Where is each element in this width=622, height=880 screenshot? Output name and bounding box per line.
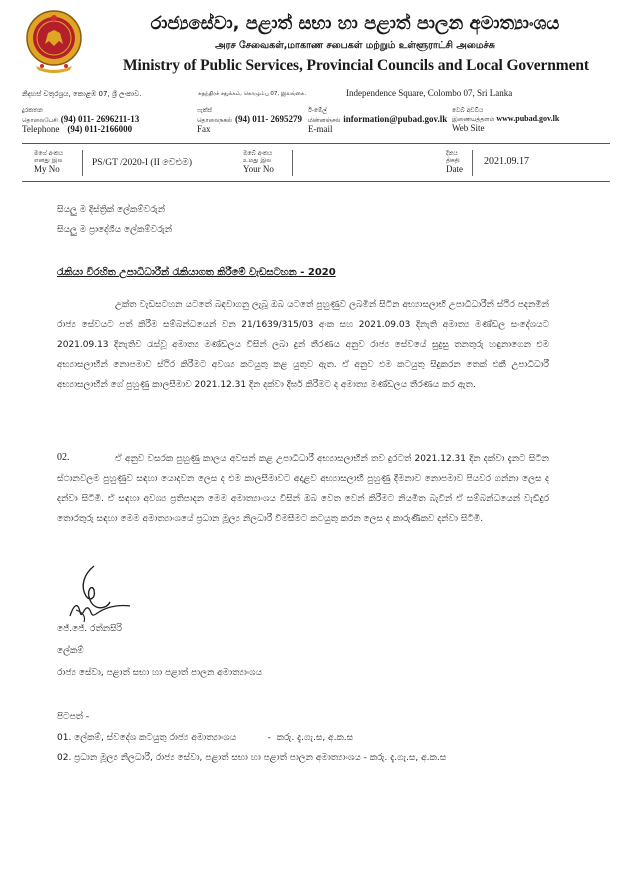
paragraph-2 [57, 449, 549, 529]
fax-label-en: Fax [197, 124, 211, 134]
address-sinhala: නිදහස් චතුරශ්‍රය, කොළඹ 07, ශ්‍රී ලංකාව. [22, 90, 142, 98]
email-label-ta: மின்னஞ்சல் [308, 117, 341, 124]
phone-number-2: (94) 011-2166000 [67, 124, 133, 134]
paragraph-1-text: උක්ත වැඩසටහන යටතේ බඳවාගනු ලැබූ ඔබ යටතේ පුහුණුව ලබමින් සිටින අභ්‍යාසලාභී උපාධිධාරීන් ස්ථිර පදනමින් රාජ්‍ය සේවයට පත් කිරීම සම්බන්ධයෙන් වන 21/1639/315/03 අංක සහ 2021.09.03 දිනැති අමාත්‍ය මණ්ඩල සංදේශයට 2021.09.13 දිනැතිව රැස්වූ අමාත්‍ය මණ්ඩලය විසින් ලබා දුන් තීරණය අනුව රාජ්‍ය සේවයේ සුදුසු තනතුරු හඳුනාගෙන එම අභ්‍යාසලාභීන් නොපමාව ස්ථිර කිරීමට අවශ්‍ය කටයුතු කළ යුතුව ඇත. ඒ අනුව එම කටයුතු සිදුකරන තෙක් එකී උපාධිධාරී අභ්‍යාසලාභීන් ගේ පුහුණු කාලසීමාව 2021.12.31 දින දක්වා දීර්ඝ කිරීමට ද අමාත්‍ය මණ්ඩලය තීරණය කර ඇත. [57, 300, 549, 390]
my-no-label-si: මගේ අංකය [34, 150, 64, 157]
website-block [452, 107, 612, 133]
phone-label-si: දුරකතන [22, 107, 43, 114]
paragraph-1 [57, 295, 549, 395]
copy-item-1: 01. ලේකම්, ස්වදේශ කටයුතු රාජ්‍ය අමාත්‍යාංශය - කරු. දැ.ගැ.ස, අ.ක.ස [57, 733, 354, 743]
handwritten-signature [60, 560, 170, 626]
ministry-title-tamil: அரச சேவைகள்,மாகாண சபைகள் மற்றும் உள்ளூராட்சி அமைச்சு [215, 40, 495, 51]
web-label-si: වෙබ් අඩවිය [452, 107, 484, 114]
web-label-ta: இணையத்தளம் [452, 116, 495, 123]
header-divider [22, 143, 610, 144]
phone-number-1: (94) 011- 2696211-13 [60, 114, 140, 124]
email-label-si: ඊ-මේල් [308, 107, 327, 114]
signatory-ministry: රාජ්‍ය සේවා, පළාත් සභා හා පළාත් පාලන අමාත්‍යාංශය [57, 668, 263, 678]
web-label-en: Web Site [452, 123, 485, 133]
my-no-label-ta: எனது இல [34, 157, 63, 164]
reference-divider [22, 181, 610, 182]
your-no-label-si: ඔබේ අංකය [243, 150, 273, 157]
my-no-value: PS/GT /2020-I (II වෙළුම) [92, 158, 193, 168]
date-label-si: දිනය [446, 150, 458, 157]
date-label-ta: திகதி [446, 157, 460, 164]
fax-label-ta: தொலைநகல் [197, 117, 233, 124]
signatory-name: ජේ.ජේ. රත්නසිරි [57, 624, 122, 634]
fax-number: (94) 011- 2695279 [235, 114, 303, 124]
email-address[interactable]: information@pubad.gov.lk [343, 114, 448, 124]
your-no-label-ta: உமது இல [243, 157, 272, 164]
phone-label-en: Telephone [22, 124, 60, 134]
date-labels [446, 150, 470, 174]
ref-separator-3 [472, 150, 473, 176]
paragraph-2-number: 02. [57, 452, 70, 463]
address-tamil: சுதந்திரச் சதுக்கம், கொழும்பு 07, இலங்கை. [198, 91, 307, 97]
address-english: Independence Square, Colombo 07, Sri Lanka [346, 88, 513, 98]
fax-label-si: ෆැක්ස් [197, 107, 212, 114]
website-url[interactable]: www.pubad.gov.lk [496, 114, 560, 123]
signature-block [57, 618, 262, 684]
email-label-en: E-mail [308, 124, 333, 134]
phone-label-ta: தொலைபேசி [22, 117, 58, 124]
phone-block [22, 107, 172, 134]
signatory-title: ලේකම් [57, 646, 84, 656]
letter-subject: රැකියා විරහිත උපාධිධාරීන් රැකියාගත කිරීමේ වැඩසටහන - 2020 [57, 267, 336, 278]
addressee-divisional-secretaries: සියලු ම ප්‍රාදේශීය ලේකම්වරුන් [57, 225, 173, 235]
ref-separator-2 [292, 150, 293, 176]
date-value: 2021.09.17 [484, 156, 529, 167]
my-no-label-en: My No [34, 164, 60, 174]
email-block [308, 107, 458, 134]
copies-label: පිටපත් - [57, 712, 90, 722]
ministry-title-sinhala: රාජ්‍යසේවා, පළාත් සභා හා පළාත් පාලන අමාත්‍යාංශය [150, 13, 560, 34]
my-no-labels [34, 150, 78, 174]
sri-lanka-emblem-icon [24, 8, 84, 76]
date-label-en: Date [446, 164, 463, 174]
ministry-title-english: Ministry of Public Services, Provincial Councils and Local Government [123, 57, 589, 74]
paragraph-2-text: ඒ අනුව වසරක පුහුණු කාලය අවසන් කළ උපාධිධාරී අභ්‍යාසලාභීන් තව දුරටත් 2021.12.31 දින දක්වා දැනට සිටින ස්ථානවලම පුහුණුව සඳහා යොදවන ලෙස ද එම කාලසීමාවට අදාළව අභ්‍යාසලාභී පුහුණු දීමනාව නොපමාව පියවර ගන්නා ලෙස ද දන්වා සිටිමි. ඒ සඳහා අවශ්‍ය ප්‍රතිපාදන මෙම අමාත්‍යාංශය විසින් ඔබ වෙත වෙන් කිරීමට නියමිත බැවින් ඒ සම්බන්ධයෙන් වැඩිදුර තොරතුරු සඳහා මෙම අමාත්‍යාංශයේ ප්‍රධාන මූල්‍ය නිලධාරී විමසීමට කටයුතු කරන ලෙස ද කාරුණිකව දන්වා සිටිමි. [57, 454, 549, 524]
your-no-labels [243, 150, 287, 174]
addressee-district-secretaries: සියලු ම දිස්ත්‍රික් ලේකම්වරුන් [57, 205, 166, 215]
ref-separator-1 [82, 150, 83, 176]
your-no-label-en: Your No [243, 164, 274, 174]
copy-item-2: 02. ප්‍රධාන මූල්‍ය නිලධාරී, රාජ්‍ය සේවා, පළාත් සභා හා පළාත් පාලන අමාත්‍යාංශය - කරු. දැ.ගැ.ස, අ.ක.ස [57, 753, 447, 763]
